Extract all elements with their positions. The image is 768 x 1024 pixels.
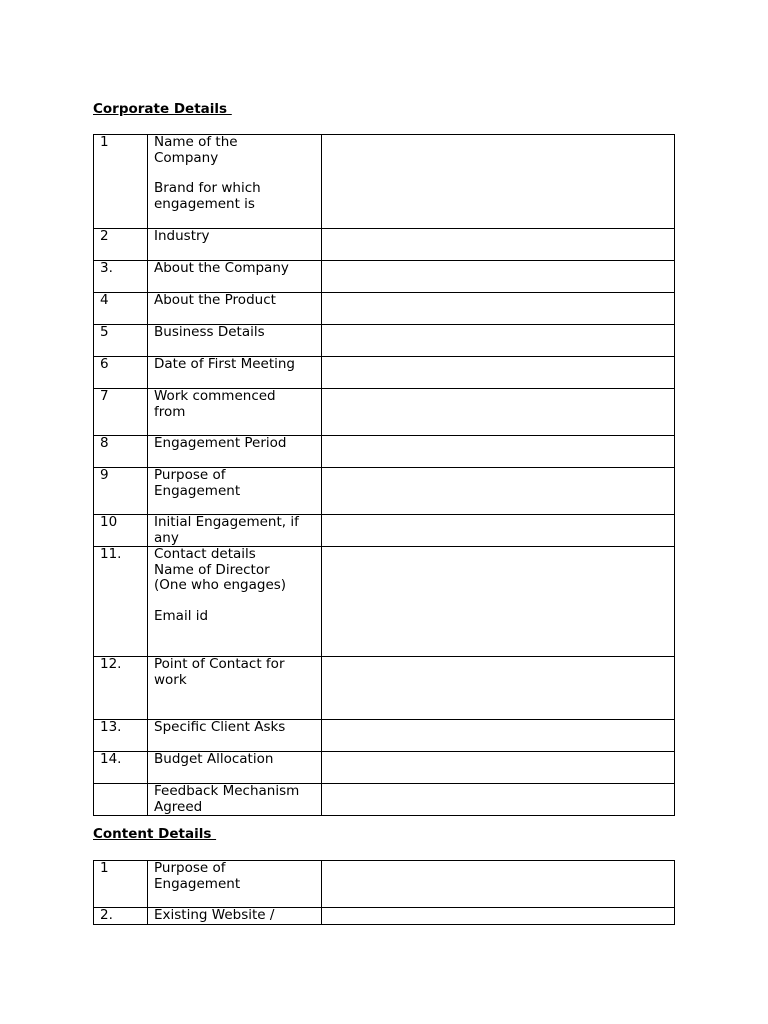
label-line: Company — [154, 149, 219, 166]
row-number: 11. — [94, 547, 148, 657]
row-label — [148, 357, 322, 389]
row-value[interactable] — [322, 468, 675, 515]
label-line: (One who engages) — [154, 577, 287, 593]
table-row — [94, 389, 675, 436]
table-row — [94, 293, 675, 325]
label-line: Point of Contact for — [154, 656, 285, 672]
label-line: Feedback Mechanism — [154, 783, 300, 799]
table-row — [94, 135, 675, 229]
row-label — [148, 515, 322, 547]
row-value[interactable] — [322, 229, 675, 261]
content-details-heading: Content Details — [93, 826, 217, 842]
row-value[interactable] — [322, 515, 675, 547]
table-row — [94, 908, 675, 925]
row-value[interactable] — [322, 720, 675, 752]
row-label — [148, 720, 322, 752]
row-value[interactable] — [322, 752, 675, 784]
label-line: Purpose of — [154, 860, 226, 876]
label-line: About the Product — [154, 292, 276, 308]
row-number: 2 — [94, 229, 148, 261]
row-label — [148, 293, 322, 325]
row-label — [148, 657, 322, 720]
row-number: 6 — [94, 357, 148, 389]
row-label — [148, 135, 322, 229]
row-number: 3. — [94, 261, 148, 293]
label-line: Brand for which — [154, 180, 261, 196]
table-row — [94, 657, 675, 720]
row-value[interactable] — [322, 293, 675, 325]
label-line: engagement is — [154, 195, 255, 212]
row-number: 12. — [94, 657, 148, 720]
label-line: Specific Client Asks — [154, 719, 286, 735]
row-label — [148, 861, 322, 908]
row-label — [148, 436, 322, 468]
row-label — [148, 229, 322, 261]
row-number: 13. — [94, 720, 148, 752]
corporate-details-heading: Corporate Details — [93, 101, 232, 117]
label-line: Budget Allocation — [154, 751, 274, 767]
label-line: Name of Director — [154, 561, 270, 578]
row-number: 10 — [94, 515, 148, 547]
row-number: 14. — [94, 752, 148, 784]
row-number: 5 — [94, 325, 148, 357]
table-row — [94, 468, 675, 515]
row-number: 7 — [94, 389, 148, 436]
row-number: 2. — [94, 908, 148, 925]
row-label — [148, 325, 322, 357]
row-label — [148, 547, 322, 657]
row-value[interactable] — [322, 547, 675, 657]
row-value[interactable] — [322, 261, 675, 293]
table-row — [94, 229, 675, 261]
table-row — [94, 752, 675, 784]
row-label — [148, 752, 322, 784]
label-line: Agreed — [154, 798, 203, 815]
table-row — [94, 357, 675, 389]
row-value[interactable] — [322, 325, 675, 357]
label-line: work — [154, 671, 187, 688]
table-row — [94, 861, 675, 908]
row-label — [148, 389, 322, 436]
row-value[interactable] — [322, 908, 675, 925]
table-row — [94, 720, 675, 752]
table-row — [94, 784, 675, 816]
row-number: 8 — [94, 436, 148, 468]
label-line: Engagement — [154, 482, 241, 499]
label-line: Email id — [154, 607, 209, 624]
row-value[interactable] — [322, 389, 675, 436]
label-line: from — [154, 403, 186, 420]
corporate-details-table — [93, 134, 675, 816]
row-number: 9 — [94, 468, 148, 515]
table-row — [94, 325, 675, 357]
row-number: 4 — [94, 293, 148, 325]
row-label — [148, 468, 322, 515]
row-value[interactable] — [322, 357, 675, 389]
row-number: 1 — [94, 135, 148, 229]
label-line: Contact details — [154, 546, 256, 562]
row-number: 1 — [94, 861, 148, 908]
row-value[interactable] — [322, 135, 675, 229]
row-value[interactable] — [322, 784, 675, 816]
row-label — [148, 261, 322, 293]
table-row — [94, 436, 675, 468]
label-line: Existing Website / — [154, 907, 275, 923]
row-value[interactable] — [322, 657, 675, 720]
label-line: Purpose of — [154, 467, 226, 483]
row-value[interactable] — [322, 861, 675, 908]
content-details-table — [93, 860, 675, 925]
label-line: Industry — [154, 228, 210, 244]
row-label — [148, 784, 322, 816]
row-value[interactable] — [322, 436, 675, 468]
label-line: any — [154, 529, 179, 546]
label-line: Work commenced — [154, 388, 276, 404]
label-line: Engagement — [154, 875, 241, 892]
label-line: Business Details — [154, 324, 265, 340]
label-line: About the Company — [154, 260, 289, 276]
table-row — [94, 261, 675, 293]
label-line: Name of the — [154, 134, 238, 150]
label-line: Date of First Meeting — [154, 356, 295, 372]
row-label — [148, 908, 322, 925]
label-line: Initial Engagement, if — [154, 514, 299, 530]
table-row — [94, 547, 675, 657]
table-row — [94, 515, 675, 547]
label-line: Engagement Period — [154, 435, 287, 451]
row-number — [94, 784, 148, 816]
